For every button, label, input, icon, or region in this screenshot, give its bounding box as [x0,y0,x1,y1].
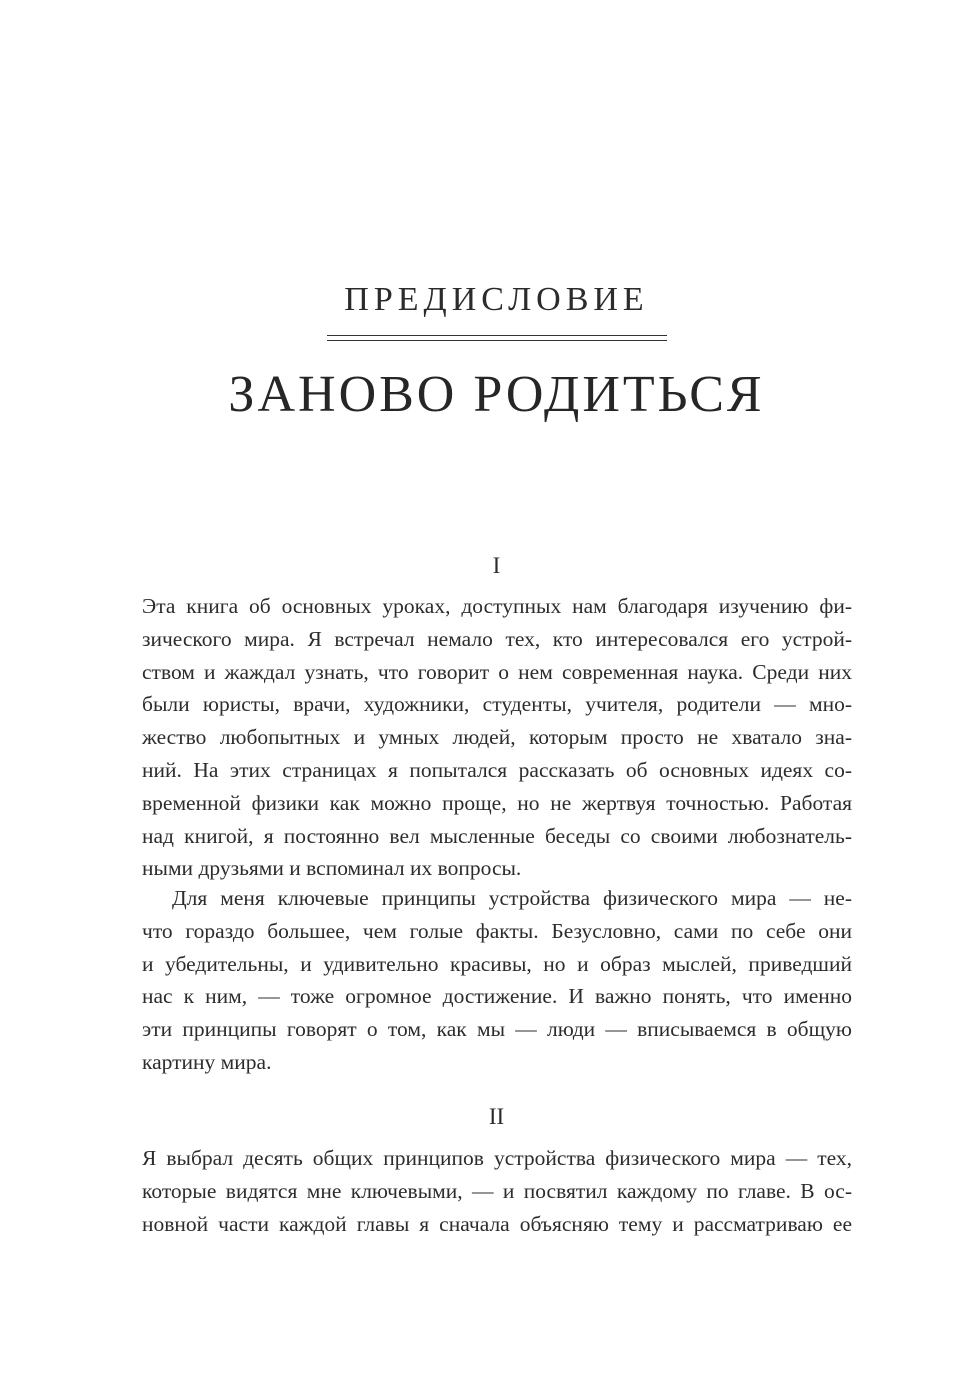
text-line: были юристы, врачи, художники, студенты, учителя, родители — мно- [142,692,852,717]
text-line: и убедительны, и удивительно красивы, но и образ мыслей, приведший [142,951,852,976]
text-line: Эта книга об основных уроках, доступных нам благодаря изучению фи- [142,594,852,618]
text-line: которые видятся мне ключевыми, — и посвятил каждому по главе. В ос- [142,1178,852,1203]
paragraph [142,882,852,1079]
section-number: II [488,1104,505,1129]
paragraph [142,1142,852,1240]
text-line: Для меня ключевые принципы устройства физического мира — не- [172,886,852,910]
paragraph [142,590,852,885]
text-line: жество любопытных и умных людей, которым просто не хватало зна- [142,725,852,750]
title-rule-top [327,335,667,336]
text-line: зического мира. Я встречал немало тех, кто интересовался его устрой- [142,626,852,651]
text-line: новной части каждой главы я сначала объясняю тему и рассматриваю ее [142,1211,852,1236]
text-line: картину мира. [142,1049,272,1074]
section-number: I [492,553,501,578]
text-line: что гораздо большее, чем голые факты. Безусловно, сами по себе они [142,918,852,943]
text-line: Я выбрал десять общих принципов устройства физического мира — тех, [142,1146,852,1170]
chapter-title: ЗАНОВО РОДИТЬСЯ [228,366,765,423]
text-line: временной физики как можно проще, но не жертвуя точностью. Работая [142,790,852,815]
text-line: над книгой, я постоянно вел мысленные беседы со своими любознатель- [142,823,852,848]
text-line: ний. На этих страницах я попытался рассказать об основных идеях со- [142,757,852,782]
title-rule-bottom [327,340,667,341]
text-line: эти принципы говорят о том, как мы — люди — вписываемся в общую [142,1017,852,1042]
text-line: ством и жаждал узнать, что говорит о нем современная наука. Среди них [142,659,852,684]
text-line: нас к ним, — тоже огромное достижение. И важно понять, что именно [142,984,852,1009]
text-line: ными друзьями и вспоминал их вопросы. [142,856,522,881]
chapter-kicker: ПРЕДИСЛОВИЕ [344,281,649,318]
